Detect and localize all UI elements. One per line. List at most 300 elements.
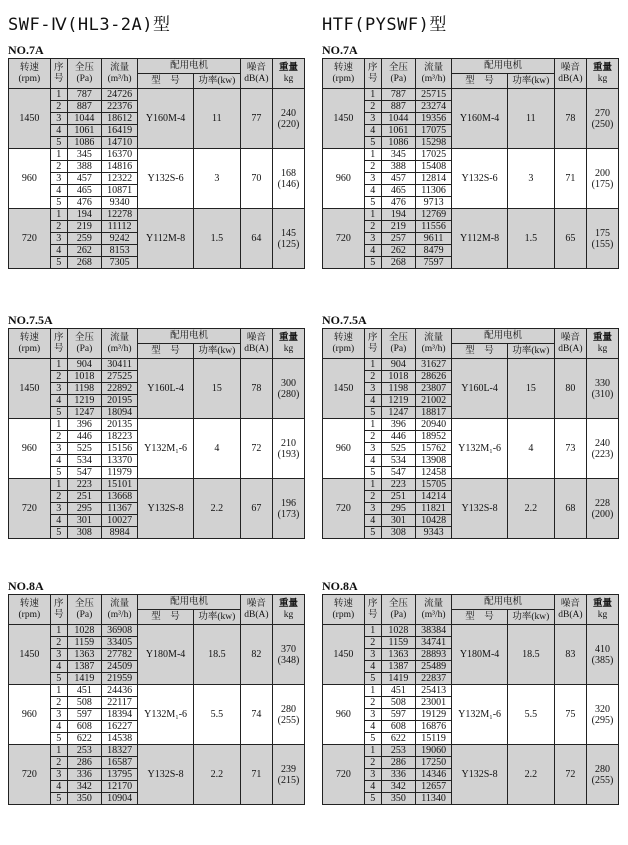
header-model: 型 号 xyxy=(452,344,508,359)
flow-cell: 9340 xyxy=(101,197,137,209)
header-weight-unit: kg xyxy=(597,609,608,620)
table-number-label: NO.8A xyxy=(322,579,358,593)
flow-cell: 30411 xyxy=(101,359,137,371)
pressure-cell: 301 xyxy=(67,515,101,527)
header-seq-label: 序 xyxy=(367,598,378,609)
header-weight-unit: kg xyxy=(597,73,608,84)
flow-cell: 23807 xyxy=(415,383,451,395)
weight-value: 168 xyxy=(280,167,296,179)
pressure-cell: 1086 xyxy=(381,137,415,149)
header-noise-label: 噪音 xyxy=(246,332,266,343)
motor-power-cell: 3 xyxy=(193,149,240,209)
flow-cell: 12769 xyxy=(415,209,451,221)
weight-cell xyxy=(586,149,618,209)
noise-cell: 70 xyxy=(240,149,272,209)
flow-cell: 22117 xyxy=(101,697,137,709)
header-weight xyxy=(272,595,304,625)
motor-power-cell: 18.5 xyxy=(507,625,554,685)
flow-cell: 10904 xyxy=(101,793,137,805)
table-number-label: NO.7A xyxy=(8,43,44,57)
header-flow xyxy=(415,59,451,89)
weight-cell xyxy=(586,359,618,419)
header-power: 功率(kw) xyxy=(507,610,554,625)
header-flow xyxy=(101,59,137,89)
pressure-cell: 597 xyxy=(381,709,415,721)
header-noise-unit: dB(A) xyxy=(244,343,269,354)
flow-cell: 25715 xyxy=(415,89,451,101)
flow-cell: 20940 xyxy=(415,419,451,431)
header-noise-label: 噪音 xyxy=(560,332,580,343)
seq-cell: 2 xyxy=(50,101,67,113)
speed-cell: 1450 xyxy=(9,359,51,419)
header-noise-label: 噪音 xyxy=(246,62,266,73)
pressure-cell: 887 xyxy=(67,101,101,113)
noise-cell: 80 xyxy=(554,359,586,419)
table-row xyxy=(9,359,305,371)
header-seq-label-2: 号 xyxy=(53,73,64,84)
seq-cell: 1 xyxy=(364,625,381,637)
header-flow-unit: (m³/h) xyxy=(421,609,446,620)
weight-value-alt: (155) xyxy=(591,238,614,250)
noise-cell: 73 xyxy=(554,419,586,479)
header-flow xyxy=(101,329,137,359)
weight-value: 240 xyxy=(594,437,610,449)
header-weight-label: 重量 xyxy=(592,62,612,73)
motor-power-cell: 18.5 xyxy=(193,625,240,685)
pressure-cell: 194 xyxy=(381,209,415,221)
pressure-cell: 219 xyxy=(381,221,415,233)
flow-cell: 24726 xyxy=(101,89,137,101)
pressure-cell: 262 xyxy=(67,245,101,257)
noise-cell: 71 xyxy=(554,149,586,209)
header-speed-label: 转速 xyxy=(19,62,39,73)
pressure-cell: 286 xyxy=(381,757,415,769)
pressure-cell: 345 xyxy=(67,149,101,161)
motor-power-cell: 2.2 xyxy=(507,479,554,539)
pressure-cell: 1219 xyxy=(67,395,101,407)
flow-cell: 31627 xyxy=(415,359,451,371)
pressure-cell: 1419 xyxy=(67,673,101,685)
header-speed xyxy=(9,329,51,359)
pressure-cell: 787 xyxy=(67,89,101,101)
seq-cell: 3 xyxy=(364,173,381,185)
flow-cell: 15101 xyxy=(101,479,137,491)
header-pressure-label: 全压 xyxy=(388,62,408,73)
pressure-cell: 1247 xyxy=(381,407,415,419)
motor-power-cell: 4 xyxy=(193,419,240,479)
seq-cell: 1 xyxy=(364,479,381,491)
seq-cell: 3 xyxy=(50,503,67,515)
header-weight-unit: kg xyxy=(597,343,608,354)
flow-cell: 23274 xyxy=(415,101,451,113)
motor-power-cell: 11 xyxy=(507,89,554,149)
speed-cell: 720 xyxy=(323,745,365,805)
motor-power-cell: 2.2 xyxy=(507,745,554,805)
pressure-cell: 622 xyxy=(67,733,101,745)
header-noise xyxy=(240,329,272,359)
pressure-cell: 446 xyxy=(67,431,101,443)
flow-cell: 18223 xyxy=(101,431,137,443)
speed-cell: 960 xyxy=(9,419,51,479)
speed-cell: 960 xyxy=(323,149,365,209)
header-speed-unit: (rpm) xyxy=(18,343,41,354)
flow-cell: 38384 xyxy=(415,625,451,637)
motor-model-cell: Y132S-8 xyxy=(452,745,508,805)
noise-cell: 68 xyxy=(554,479,586,539)
flow-cell: 11367 xyxy=(101,503,137,515)
seq-cell: 4 xyxy=(50,515,67,527)
table-row xyxy=(9,745,305,757)
weight-value: 239 xyxy=(280,763,296,775)
header-noise xyxy=(554,59,586,89)
header-pressure-unit: (Pa) xyxy=(76,343,93,354)
flow-cell: 14538 xyxy=(101,733,137,745)
header-weight xyxy=(586,59,618,89)
header-model: 型 号 xyxy=(452,74,508,89)
flow-cell: 21959 xyxy=(101,673,137,685)
flow-cell: 15408 xyxy=(415,161,451,173)
header-speed xyxy=(323,329,365,359)
noise-cell: 64 xyxy=(240,209,272,269)
weight-value-alt: (348) xyxy=(277,654,300,666)
motor-power-cell: 1.5 xyxy=(193,209,240,269)
weight-cell xyxy=(586,479,618,539)
header-speed xyxy=(323,595,365,625)
header-power: 功率(kw) xyxy=(193,344,240,359)
weight-value-alt: (125) xyxy=(277,238,300,250)
seq-cell: 4 xyxy=(364,395,381,407)
pressure-cell: 219 xyxy=(67,221,101,233)
noise-cell: 75 xyxy=(554,685,586,745)
header-power: 功率(kw) xyxy=(193,74,240,89)
seq-cell: 3 xyxy=(50,173,67,185)
flow-cell: 22376 xyxy=(101,101,137,113)
flow-cell: 11112 xyxy=(101,221,137,233)
seq-cell: 2 xyxy=(50,221,67,233)
pressure-cell: 308 xyxy=(381,527,415,539)
flow-cell: 11821 xyxy=(415,503,451,515)
flow-cell: 12458 xyxy=(415,467,451,479)
motor-model-cell: Y180M-4 xyxy=(452,625,508,685)
weight-value-alt: (173) xyxy=(277,508,300,520)
table-number-label: NO.8A xyxy=(8,579,44,593)
header-pressure xyxy=(67,59,101,89)
flow-cell: 25489 xyxy=(415,661,451,673)
weight-value-alt: (175) xyxy=(591,178,614,190)
speed-cell: 720 xyxy=(323,209,365,269)
table-row xyxy=(9,419,305,431)
seq-cell: 4 xyxy=(364,781,381,793)
seq-cell: 1 xyxy=(50,419,67,431)
header-pressure xyxy=(67,329,101,359)
flow-cell: 17250 xyxy=(415,757,451,769)
flow-cell: 12170 xyxy=(101,781,137,793)
weight-cell xyxy=(272,359,304,419)
seq-cell: 2 xyxy=(50,371,67,383)
header-noise-label: 噪音 xyxy=(560,598,580,609)
weight-cell xyxy=(586,209,618,269)
seq-cell: 5 xyxy=(364,467,381,479)
header-noise-label: 噪音 xyxy=(246,598,266,609)
pressure-cell: 904 xyxy=(67,359,101,371)
fan-performance-table xyxy=(322,58,619,269)
header-seq-label: 序 xyxy=(367,332,378,343)
weight-value: 410 xyxy=(594,643,610,655)
flow-cell: 17075 xyxy=(415,125,451,137)
table-row xyxy=(9,685,305,697)
header-noise xyxy=(554,595,586,625)
pressure-cell: 1198 xyxy=(381,383,415,395)
header-speed xyxy=(9,59,51,89)
seq-cell: 2 xyxy=(364,757,381,769)
seq-cell: 5 xyxy=(50,527,67,539)
flow-cell: 19356 xyxy=(415,113,451,125)
flow-cell: 14710 xyxy=(101,137,137,149)
header-motor: 配用电机 xyxy=(138,59,241,74)
noise-cell: 78 xyxy=(554,89,586,149)
seq-cell: 5 xyxy=(50,467,67,479)
header-flow-unit: (m³/h) xyxy=(107,343,132,354)
header-pressure-unit: (Pa) xyxy=(76,609,93,620)
pressure-cell: 1018 xyxy=(67,371,101,383)
table-row xyxy=(9,479,305,491)
motor-model-cell: Y160M-4 xyxy=(138,89,194,149)
pressure-cell: 396 xyxy=(381,419,415,431)
header-weight xyxy=(272,59,304,89)
weight-value-alt: (146) xyxy=(277,178,300,190)
pressure-cell: 1159 xyxy=(67,637,101,649)
seq-cell: 1 xyxy=(50,685,67,697)
weight-value: 330 xyxy=(594,377,610,389)
seq-cell: 3 xyxy=(50,443,67,455)
noise-cell: 83 xyxy=(554,625,586,685)
table-row xyxy=(323,419,619,431)
flow-cell: 12814 xyxy=(415,173,451,185)
speed-cell: 720 xyxy=(9,479,51,539)
noise-cell: 67 xyxy=(240,479,272,539)
seq-cell: 3 xyxy=(364,709,381,721)
speed-cell: 960 xyxy=(323,685,365,745)
header-speed-unit: (rpm) xyxy=(18,73,41,84)
seq-cell: 1 xyxy=(50,479,67,491)
flow-cell: 8984 xyxy=(101,527,137,539)
weight-value: 210 xyxy=(280,437,296,449)
motor-power-cell: 15 xyxy=(507,359,554,419)
header-pressure-unit: (Pa) xyxy=(76,73,93,84)
flow-cell: 25413 xyxy=(415,685,451,697)
table-row xyxy=(323,89,619,101)
header-motor: 配用电机 xyxy=(138,329,241,344)
speed-cell: 720 xyxy=(9,209,51,269)
weight-cell xyxy=(272,149,304,209)
pressure-cell: 257 xyxy=(381,233,415,245)
pressure-cell: 1159 xyxy=(381,637,415,649)
seq-cell: 3 xyxy=(50,709,67,721)
motor-power-cell: 5.5 xyxy=(193,685,240,745)
weight-value: 280 xyxy=(280,703,296,715)
seq-cell: 4 xyxy=(50,125,67,137)
header-pressure-label: 全压 xyxy=(388,332,408,343)
pressure-cell: 342 xyxy=(67,781,101,793)
flow-cell: 15762 xyxy=(415,443,451,455)
header-pressure xyxy=(381,59,415,89)
noise-cell: 78 xyxy=(240,359,272,419)
table-row xyxy=(9,89,305,101)
seq-cell: 2 xyxy=(364,431,381,443)
header-model: 型 号 xyxy=(138,344,194,359)
seq-cell: 1 xyxy=(50,625,67,637)
seq-cell: 4 xyxy=(364,661,381,673)
pressure-cell: 262 xyxy=(381,245,415,257)
flow-cell: 27525 xyxy=(101,371,137,383)
pressure-cell: 1387 xyxy=(381,661,415,673)
weight-value-alt: (193) xyxy=(277,448,300,460)
pressure-cell: 1198 xyxy=(67,383,101,395)
weight-value-alt: (220) xyxy=(277,118,300,130)
seq-cell: 4 xyxy=(364,245,381,257)
header-seq-label: 序 xyxy=(53,62,64,73)
seq-cell: 4 xyxy=(364,721,381,733)
header-weight-unit: kg xyxy=(283,73,294,84)
seq-cell: 4 xyxy=(50,395,67,407)
flow-cell: 33405 xyxy=(101,637,137,649)
flow-cell: 15156 xyxy=(101,443,137,455)
flow-cell: 21002 xyxy=(415,395,451,407)
header-weight xyxy=(272,329,304,359)
pressure-cell: 1387 xyxy=(67,661,101,673)
flow-cell: 23001 xyxy=(415,697,451,709)
weight-value: 270 xyxy=(594,107,610,119)
pressure-cell: 525 xyxy=(67,443,101,455)
weight-cell xyxy=(272,625,304,685)
seq-cell: 2 xyxy=(364,161,381,173)
seq-cell: 2 xyxy=(50,491,67,503)
header-noise xyxy=(240,59,272,89)
flow-cell: 36908 xyxy=(101,625,137,637)
flow-cell: 15705 xyxy=(415,479,451,491)
pressure-cell: 1044 xyxy=(381,113,415,125)
header-speed-unit: (rpm) xyxy=(332,73,355,84)
header-flow-unit: (m³/h) xyxy=(421,73,446,84)
pressure-cell: 253 xyxy=(381,745,415,757)
header-pressure-label: 全压 xyxy=(74,62,94,73)
weight-value-alt: (255) xyxy=(277,714,300,726)
motor-model-cell: Y160M-4 xyxy=(452,89,508,149)
pressure-cell: 396 xyxy=(67,419,101,431)
seq-cell: 3 xyxy=(364,769,381,781)
seq-cell: 4 xyxy=(50,721,67,733)
fan-performance-table xyxy=(8,58,305,269)
table-row xyxy=(323,149,619,161)
pressure-cell: 547 xyxy=(381,467,415,479)
flow-cell: 11306 xyxy=(415,185,451,197)
pressure-cell: 1061 xyxy=(67,125,101,137)
seq-cell: 5 xyxy=(364,197,381,209)
flow-cell: 11340 xyxy=(415,793,451,805)
seq-cell: 4 xyxy=(50,781,67,793)
pressure-cell: 525 xyxy=(381,443,415,455)
weight-value-alt: (200) xyxy=(591,508,614,520)
seq-cell: 3 xyxy=(364,443,381,455)
header-noise-unit: dB(A) xyxy=(244,609,269,620)
header-seq-label: 序 xyxy=(53,332,64,343)
table-row xyxy=(9,625,305,637)
weight-cell xyxy=(272,419,304,479)
table-row xyxy=(323,625,619,637)
seq-cell: 5 xyxy=(50,733,67,745)
pressure-cell: 465 xyxy=(67,185,101,197)
weight-value-alt: (223) xyxy=(591,448,614,460)
noise-cell: 74 xyxy=(240,685,272,745)
header-speed-label: 转速 xyxy=(333,332,353,343)
motor-model-cell: Y112M-8 xyxy=(138,209,194,269)
table-row xyxy=(323,359,619,371)
header-motor: 配用电机 xyxy=(138,595,241,610)
pressure-cell: 608 xyxy=(67,721,101,733)
flow-cell: 16419 xyxy=(101,125,137,137)
pressure-cell: 547 xyxy=(67,467,101,479)
header-flow-label: 流量 xyxy=(424,332,444,343)
flow-cell: 12278 xyxy=(101,209,137,221)
noise-cell: 65 xyxy=(554,209,586,269)
flow-cell: 9242 xyxy=(101,233,137,245)
weight-cell xyxy=(586,685,618,745)
motor-model-cell: Y132M₁-6 xyxy=(138,419,194,479)
pressure-cell: 457 xyxy=(67,173,101,185)
seq-cell: 1 xyxy=(364,745,381,757)
weight-value: 240 xyxy=(280,107,296,119)
left-page-title: SWF-Ⅳ(HL3-2A)型 xyxy=(8,15,171,35)
table-number-label: NO.7.5A xyxy=(8,313,53,327)
speed-cell: 1450 xyxy=(323,89,365,149)
header-speed-unit: (rpm) xyxy=(332,343,355,354)
header-weight-label: 重量 xyxy=(278,62,298,73)
seq-cell: 4 xyxy=(50,245,67,257)
header-pressure-label: 全压 xyxy=(388,598,408,609)
header-weight xyxy=(586,329,618,359)
motor-model-cell: Y180M-4 xyxy=(138,625,194,685)
header-seq-label-2: 号 xyxy=(367,343,378,354)
seq-cell: 2 xyxy=(50,697,67,709)
seq-cell: 1 xyxy=(50,149,67,161)
pressure-cell: 608 xyxy=(381,721,415,733)
flow-cell: 28626 xyxy=(415,371,451,383)
flow-cell: 9343 xyxy=(415,527,451,539)
header-seq xyxy=(50,595,67,625)
header-pressure-label: 全压 xyxy=(74,598,94,609)
header-pressure xyxy=(381,329,415,359)
motor-power-cell: 4 xyxy=(507,419,554,479)
seq-cell: 4 xyxy=(364,185,381,197)
weight-value-alt: (280) xyxy=(277,388,300,400)
seq-cell: 5 xyxy=(50,197,67,209)
fan-performance-table xyxy=(322,594,619,805)
seq-cell: 1 xyxy=(364,419,381,431)
pressure-cell: 342 xyxy=(381,781,415,793)
seq-cell: 5 xyxy=(50,257,67,269)
header-motor: 配用电机 xyxy=(452,59,555,74)
header-flow xyxy=(101,595,137,625)
flow-cell: 16227 xyxy=(101,721,137,733)
speed-cell: 1450 xyxy=(323,625,365,685)
speed-cell: 720 xyxy=(9,745,51,805)
pressure-cell: 223 xyxy=(67,479,101,491)
header-noise-label: 噪音 xyxy=(560,62,580,73)
seq-cell: 4 xyxy=(50,455,67,467)
fan-performance-table xyxy=(8,594,305,805)
motor-model-cell: Y160L-4 xyxy=(138,359,194,419)
flow-cell: 14816 xyxy=(101,161,137,173)
